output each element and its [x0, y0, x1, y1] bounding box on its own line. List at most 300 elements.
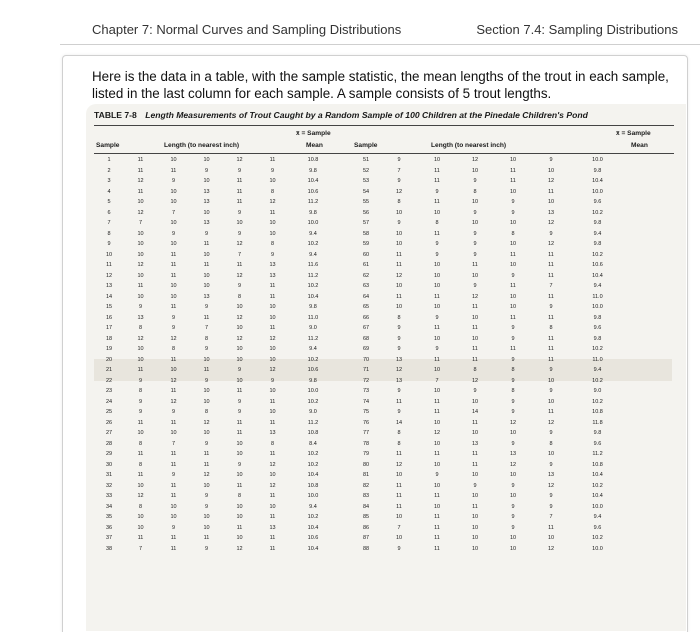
- length-cell: 10: [236, 304, 243, 310]
- length-cell: 9: [171, 472, 176, 478]
- length-cell: 11: [236, 178, 243, 184]
- length-cell: 8: [473, 367, 477, 373]
- length-cell: 9: [511, 356, 515, 363]
- sample-mean-cell: 10.0: [307, 220, 319, 226]
- data-table-left: [94, 155, 337, 554]
- sample-mean-cell: 11.0: [592, 356, 603, 363]
- sample-number-cell: 12: [105, 272, 113, 279]
- header-length-left: Length (to nearest inch): [164, 142, 240, 149]
- table-row: [94, 208, 337, 219]
- table-row: [94, 187, 337, 198]
- length-cell: 11: [396, 451, 402, 457]
- length-cell: 10: [471, 514, 479, 520]
- table-row: [352, 376, 625, 387]
- length-cell: 11: [236, 419, 243, 426]
- length-cell: 12: [547, 545, 555, 552]
- table-row: [94, 344, 337, 355]
- length-cell: 10: [236, 535, 243, 541]
- sample-mean-cell: 9.6: [593, 199, 602, 205]
- sample-mean-cell: 10.6: [592, 262, 603, 268]
- length-cell: 12: [236, 335, 243, 342]
- table-row: [352, 334, 625, 345]
- sample-number-cell: 3: [107, 178, 111, 184]
- sample-mean-cell: 10.8: [592, 409, 603, 415]
- table-row: [352, 239, 625, 250]
- length-cell: 7: [237, 251, 242, 258]
- length-cell: 9: [473, 241, 477, 247]
- length-cell: 10: [433, 419, 441, 426]
- length-cell: 11: [236, 482, 243, 489]
- sample-number-cell: 62: [362, 272, 370, 279]
- length-cell: 10: [269, 220, 276, 226]
- table-row: [94, 460, 337, 471]
- length-cell: 9: [204, 346, 209, 352]
- length-cell: 9: [435, 241, 439, 247]
- sample-number-cell: 17: [105, 325, 113, 331]
- length-cell: 11: [434, 178, 440, 184]
- length-cell: 7: [138, 220, 143, 226]
- sample-number-cell: 84: [362, 503, 370, 510]
- length-cell: 10: [509, 430, 517, 436]
- length-cell: 11: [548, 314, 554, 321]
- sample-number-cell: 19: [105, 346, 113, 352]
- table-row: [352, 187, 625, 198]
- section-title: Section 7.4: Sampling Distributions: [476, 22, 678, 37]
- length-cell: 10: [269, 230, 276, 237]
- length-cell: 12: [236, 241, 243, 247]
- table-row: [94, 218, 337, 229]
- length-cell: 10: [547, 451, 555, 457]
- table-row: [352, 218, 625, 229]
- length-cell: 10: [433, 335, 441, 342]
- length-cell: 9: [171, 230, 176, 237]
- length-cell: 11: [472, 419, 478, 426]
- sample-number-cell: 26: [105, 419, 113, 426]
- length-cell: 9: [138, 304, 143, 310]
- length-cell: 10: [203, 514, 210, 520]
- length-cell: 12: [509, 419, 517, 426]
- length-cell: 9: [473, 283, 477, 289]
- sample-number-cell: 52: [362, 167, 370, 174]
- length-cell: 10: [395, 304, 403, 310]
- sample-mean-cell: 10.0: [592, 188, 603, 195]
- table-row: [94, 166, 337, 177]
- sample-number-cell: 88: [362, 545, 370, 552]
- length-cell: 8: [138, 461, 143, 468]
- table-row: [352, 260, 625, 271]
- sample-number-cell: 36: [105, 524, 113, 531]
- sample-number-cell: 80: [362, 461, 370, 468]
- length-cell: 7: [171, 440, 176, 447]
- sample-number-cell: 60: [362, 251, 370, 258]
- length-cell: 10: [170, 503, 177, 510]
- length-cell: 11: [434, 398, 440, 405]
- length-cell: 9: [549, 388, 553, 394]
- length-cell: 12: [137, 335, 144, 342]
- table-row: [352, 460, 625, 471]
- table-row: [352, 208, 625, 219]
- length-cell: 12: [170, 335, 177, 342]
- length-cell: 11: [396, 262, 402, 268]
- length-cell: 12: [547, 482, 555, 489]
- length-cell: 9: [204, 493, 209, 499]
- length-cell: 11: [269, 398, 276, 405]
- textbook-table-photo: [86, 104, 686, 631]
- length-cell: 11: [548, 356, 554, 363]
- length-cell: 10: [547, 377, 555, 384]
- sample-number-cell: 70: [362, 356, 370, 363]
- sample-number-cell: 8: [107, 230, 111, 237]
- length-cell: 9: [171, 178, 176, 184]
- length-cell: 11: [236, 524, 243, 531]
- length-cell: 9: [237, 367, 242, 373]
- sample-mean-cell: 10.0: [307, 388, 319, 394]
- length-cell: 10: [509, 293, 517, 300]
- length-cell: 10: [547, 199, 555, 205]
- table-row: [352, 323, 625, 334]
- length-cell: 10: [137, 230, 144, 237]
- length-cell: 9: [237, 409, 242, 415]
- sample-number-cell: 57: [362, 220, 370, 226]
- length-cell: 10: [433, 272, 441, 279]
- length-cell: 12: [203, 419, 210, 426]
- table-row: [94, 323, 337, 334]
- table-row: [352, 250, 625, 261]
- length-cell: 12: [137, 493, 144, 499]
- length-cell: 9: [237, 230, 242, 237]
- sample-number-cell: 18: [105, 335, 113, 342]
- sample-mean-cell: 10.4: [307, 545, 319, 552]
- length-cell: 12: [395, 461, 403, 468]
- length-cell: 9: [511, 482, 515, 489]
- length-cell: 9: [171, 409, 176, 415]
- length-cell: 10: [433, 461, 441, 468]
- data-table-right: [352, 155, 625, 554]
- length-cell: 11: [236, 199, 243, 205]
- sample-number-cell: 5: [107, 199, 111, 205]
- length-cell: 14: [395, 419, 403, 426]
- length-cell: 11: [137, 472, 144, 478]
- length-cell: 8: [270, 188, 275, 195]
- length-cell: 13: [203, 199, 210, 205]
- length-cell: 10: [137, 272, 144, 279]
- sample-mean-cell: 10.8: [592, 461, 603, 468]
- length-cell: 9: [473, 230, 477, 237]
- sample-mean-cell: 10.4: [592, 472, 603, 478]
- sample-number-cell: 15: [105, 304, 113, 310]
- length-cell: 9: [138, 377, 143, 384]
- length-cell: 10: [509, 157, 517, 163]
- length-cell: 10: [137, 524, 144, 531]
- table-row: [94, 302, 337, 313]
- length-cell: 11: [472, 346, 478, 352]
- length-cell: 10: [170, 188, 177, 195]
- length-cell: 9: [270, 377, 275, 384]
- sample-number-cell: 30: [105, 461, 113, 468]
- length-cell: 9: [549, 230, 553, 237]
- length-cell: 11: [548, 272, 554, 279]
- length-cell: 9: [511, 272, 515, 279]
- table-row: [352, 176, 625, 187]
- length-cell: 10: [236, 472, 243, 478]
- sample-mean-cell: 9.4: [309, 503, 317, 510]
- length-cell: 10: [269, 346, 276, 352]
- sample-number-cell: 7: [107, 220, 111, 226]
- sample-mean-cell: 9.0: [309, 325, 317, 331]
- length-cell: 9: [397, 346, 401, 352]
- length-cell: 10: [471, 199, 479, 205]
- table-row: [94, 155, 337, 166]
- table-row: [352, 502, 625, 513]
- length-cell: 11: [434, 325, 440, 331]
- length-cell: 10: [547, 398, 555, 405]
- sample-mean-cell: 11.8: [592, 419, 603, 426]
- sample-number-cell: 56: [362, 209, 370, 216]
- length-cell: 10: [471, 545, 479, 552]
- table-row: [94, 355, 337, 366]
- length-cell: 9: [397, 388, 401, 394]
- table-row: [352, 281, 625, 292]
- sample-mean-cell: 9.4: [309, 251, 317, 258]
- table-row: [94, 439, 337, 450]
- sample-number-cell: 13: [105, 283, 113, 289]
- table-row: [94, 334, 337, 345]
- length-cell: 11: [203, 367, 210, 373]
- length-cell: 8: [138, 440, 143, 447]
- sample-mean-cell: 10.8: [307, 482, 319, 489]
- length-cell: 11: [510, 251, 516, 258]
- length-cell: 11: [472, 304, 478, 310]
- length-cell: 8: [204, 335, 209, 342]
- header-mean-top-right: x̄ = Sample: [616, 130, 651, 137]
- length-cell: 9: [549, 503, 553, 510]
- sample-mean-cell: 11.2: [307, 199, 319, 205]
- length-cell: 12: [236, 272, 243, 279]
- sample-number-cell: 51: [362, 157, 370, 163]
- length-cell: 10: [170, 199, 177, 205]
- length-cell: 11: [396, 293, 402, 300]
- length-cell: 11: [548, 409, 554, 415]
- sample-mean-cell: 10.6: [307, 535, 319, 541]
- sample-mean-cell: 8.4: [309, 440, 317, 447]
- sample-mean-cell: 10.2: [592, 377, 603, 384]
- length-cell: 10: [170, 367, 177, 373]
- table-row: [352, 428, 625, 439]
- length-cell: 11: [137, 157, 144, 163]
- length-cell: 11: [170, 461, 177, 468]
- length-cell: 13: [509, 451, 517, 457]
- sample-number-cell: 73: [362, 388, 370, 394]
- length-cell: 11: [269, 493, 276, 499]
- length-cell: 11: [548, 524, 554, 531]
- sample-number-cell: 28: [105, 440, 113, 447]
- table-row: [94, 229, 337, 240]
- length-cell: 10: [269, 388, 276, 394]
- sample-mean-cell: 10.2: [307, 356, 319, 363]
- length-cell: 11: [434, 199, 440, 205]
- length-cell: 10: [471, 398, 479, 405]
- length-cell: 10: [433, 262, 441, 268]
- length-cell: 11: [510, 346, 516, 352]
- table-row: [352, 523, 625, 534]
- length-cell: 10: [269, 178, 276, 184]
- sample-number-cell: 74: [362, 398, 370, 405]
- length-cell: 9: [204, 503, 209, 510]
- length-cell: 10: [509, 472, 517, 478]
- length-cell: 11: [434, 356, 440, 363]
- table-title: Length Measurements of Trout Caught by a Random Sample of 100 Children at the Pinedale Children's Pond: [145, 110, 588, 120]
- sample-mean-cell: 9.4: [593, 367, 602, 373]
- table-row: [94, 260, 337, 271]
- sample-mean-cell: 10.2: [307, 398, 319, 405]
- length-cell: 8: [549, 440, 553, 447]
- length-cell: 10: [509, 241, 517, 247]
- length-cell: 10: [236, 356, 243, 363]
- length-cell: 12: [137, 178, 144, 184]
- table-row: [352, 397, 625, 408]
- length-cell: 11: [137, 535, 144, 541]
- length-cell: 9: [397, 157, 401, 163]
- length-cell: 10: [236, 325, 243, 331]
- length-cell: 11: [434, 545, 440, 552]
- length-cell: 13: [203, 220, 210, 226]
- length-cell: 11: [170, 167, 177, 174]
- length-cell: 8: [473, 188, 477, 195]
- length-cell: 9: [473, 388, 477, 394]
- length-cell: 7: [171, 209, 176, 216]
- length-cell: 12: [269, 482, 276, 489]
- length-cell: 11: [510, 167, 516, 174]
- sample-mean-cell: 9.8: [593, 335, 602, 342]
- length-cell: 9: [549, 367, 553, 373]
- sample-mean-cell: 10.2: [307, 241, 319, 247]
- length-cell: 9: [511, 398, 515, 405]
- length-cell: 10: [471, 472, 479, 478]
- length-cell: 11: [396, 251, 402, 258]
- length-cell: 9: [473, 209, 477, 216]
- length-cell: 12: [547, 419, 555, 426]
- length-cell: 9: [270, 251, 275, 258]
- sample-number-cell: 59: [362, 241, 370, 247]
- sample-number-cell: 1: [107, 157, 111, 163]
- length-cell: 11: [434, 535, 440, 541]
- length-cell: 12: [236, 545, 243, 552]
- sample-mean-cell: 10.4: [307, 178, 319, 184]
- length-cell: 11: [170, 356, 177, 363]
- length-cell: 11: [269, 293, 276, 300]
- table-row: [352, 292, 625, 303]
- table-row: [94, 407, 337, 418]
- length-cell: 9: [397, 545, 401, 552]
- sample-mean-cell: 10.2: [307, 514, 319, 520]
- sample-number-cell: 23: [105, 388, 113, 394]
- length-cell: 11: [434, 524, 440, 531]
- length-cell: 9: [204, 545, 209, 552]
- length-cell: 9: [204, 230, 209, 237]
- length-cell: 9: [549, 430, 553, 436]
- length-cell: 10: [433, 283, 441, 289]
- length-cell: 9: [171, 524, 176, 531]
- sample-mean-cell: 10.6: [307, 188, 319, 195]
- header-sample-left: Sample: [96, 142, 120, 149]
- sample-mean-cell: 10.4: [307, 472, 319, 478]
- length-cell: 11: [510, 178, 516, 184]
- sample-number-cell: 10: [105, 251, 113, 258]
- length-cell: 9: [204, 377, 209, 384]
- sample-number-cell: 78: [362, 440, 370, 447]
- length-cell: 10: [433, 367, 441, 373]
- table-row: [94, 418, 337, 429]
- sample-mean-cell: 10.4: [592, 272, 603, 279]
- length-cell: 11: [170, 482, 177, 489]
- length-cell: 13: [137, 314, 144, 321]
- sample-mean-cell: 9.6: [593, 325, 602, 331]
- sample-mean-cell: 9.8: [593, 430, 602, 436]
- length-cell: 10: [203, 398, 210, 405]
- length-cell: 11: [434, 409, 440, 415]
- length-cell: 10: [269, 472, 276, 478]
- length-cell: 10: [471, 535, 479, 541]
- length-cell: 13: [269, 262, 276, 268]
- table-row: [94, 428, 337, 439]
- length-cell: 13: [269, 272, 276, 279]
- length-cell: 10: [203, 251, 210, 258]
- length-cell: 7: [138, 545, 143, 552]
- length-cell: 10: [547, 535, 555, 541]
- table-row: [94, 239, 337, 250]
- length-cell: 10: [433, 157, 441, 163]
- length-cell: 10: [203, 283, 210, 289]
- length-cell: 9: [270, 167, 275, 174]
- length-cell: 9: [237, 398, 242, 405]
- length-cell: 10: [471, 493, 479, 499]
- table-row: [352, 481, 625, 492]
- header-mean-bottom-left: Mean: [306, 142, 323, 149]
- length-cell: 7: [549, 283, 553, 289]
- length-cell: 9: [549, 493, 553, 499]
- length-cell: 11: [170, 262, 177, 268]
- sample-number-cell: 11: [106, 262, 112, 268]
- sample-number-cell: 27: [105, 430, 113, 436]
- table-row: [94, 365, 337, 376]
- length-cell: 10: [471, 335, 479, 342]
- table-row: [94, 502, 337, 513]
- length-cell: 10: [395, 209, 403, 216]
- length-cell: 13: [203, 293, 210, 300]
- length-cell: 9: [549, 157, 553, 163]
- length-cell: 9: [511, 377, 515, 384]
- table-row: [94, 544, 337, 555]
- table-row: [352, 365, 625, 376]
- sample-number-cell: 72: [362, 377, 370, 384]
- length-cell: 10: [269, 503, 276, 510]
- length-cell: 10: [236, 377, 243, 384]
- length-cell: 11: [236, 430, 243, 436]
- length-cell: 12: [137, 262, 144, 268]
- length-cell: 8: [397, 199, 401, 205]
- length-cell: 10: [170, 430, 177, 436]
- table-row: [352, 302, 625, 313]
- sample-number-cell: 82: [362, 482, 370, 489]
- length-cell: 11: [396, 503, 402, 510]
- length-cell: 10: [137, 356, 144, 363]
- table-row: [352, 313, 625, 324]
- length-cell: 10: [509, 535, 517, 541]
- length-cell: 10: [137, 430, 144, 436]
- length-cell: 12: [269, 335, 276, 342]
- chapter-title: Chapter 7: Normal Curves and Sampling Distributions: [92, 22, 402, 37]
- length-cell: 11: [472, 503, 478, 510]
